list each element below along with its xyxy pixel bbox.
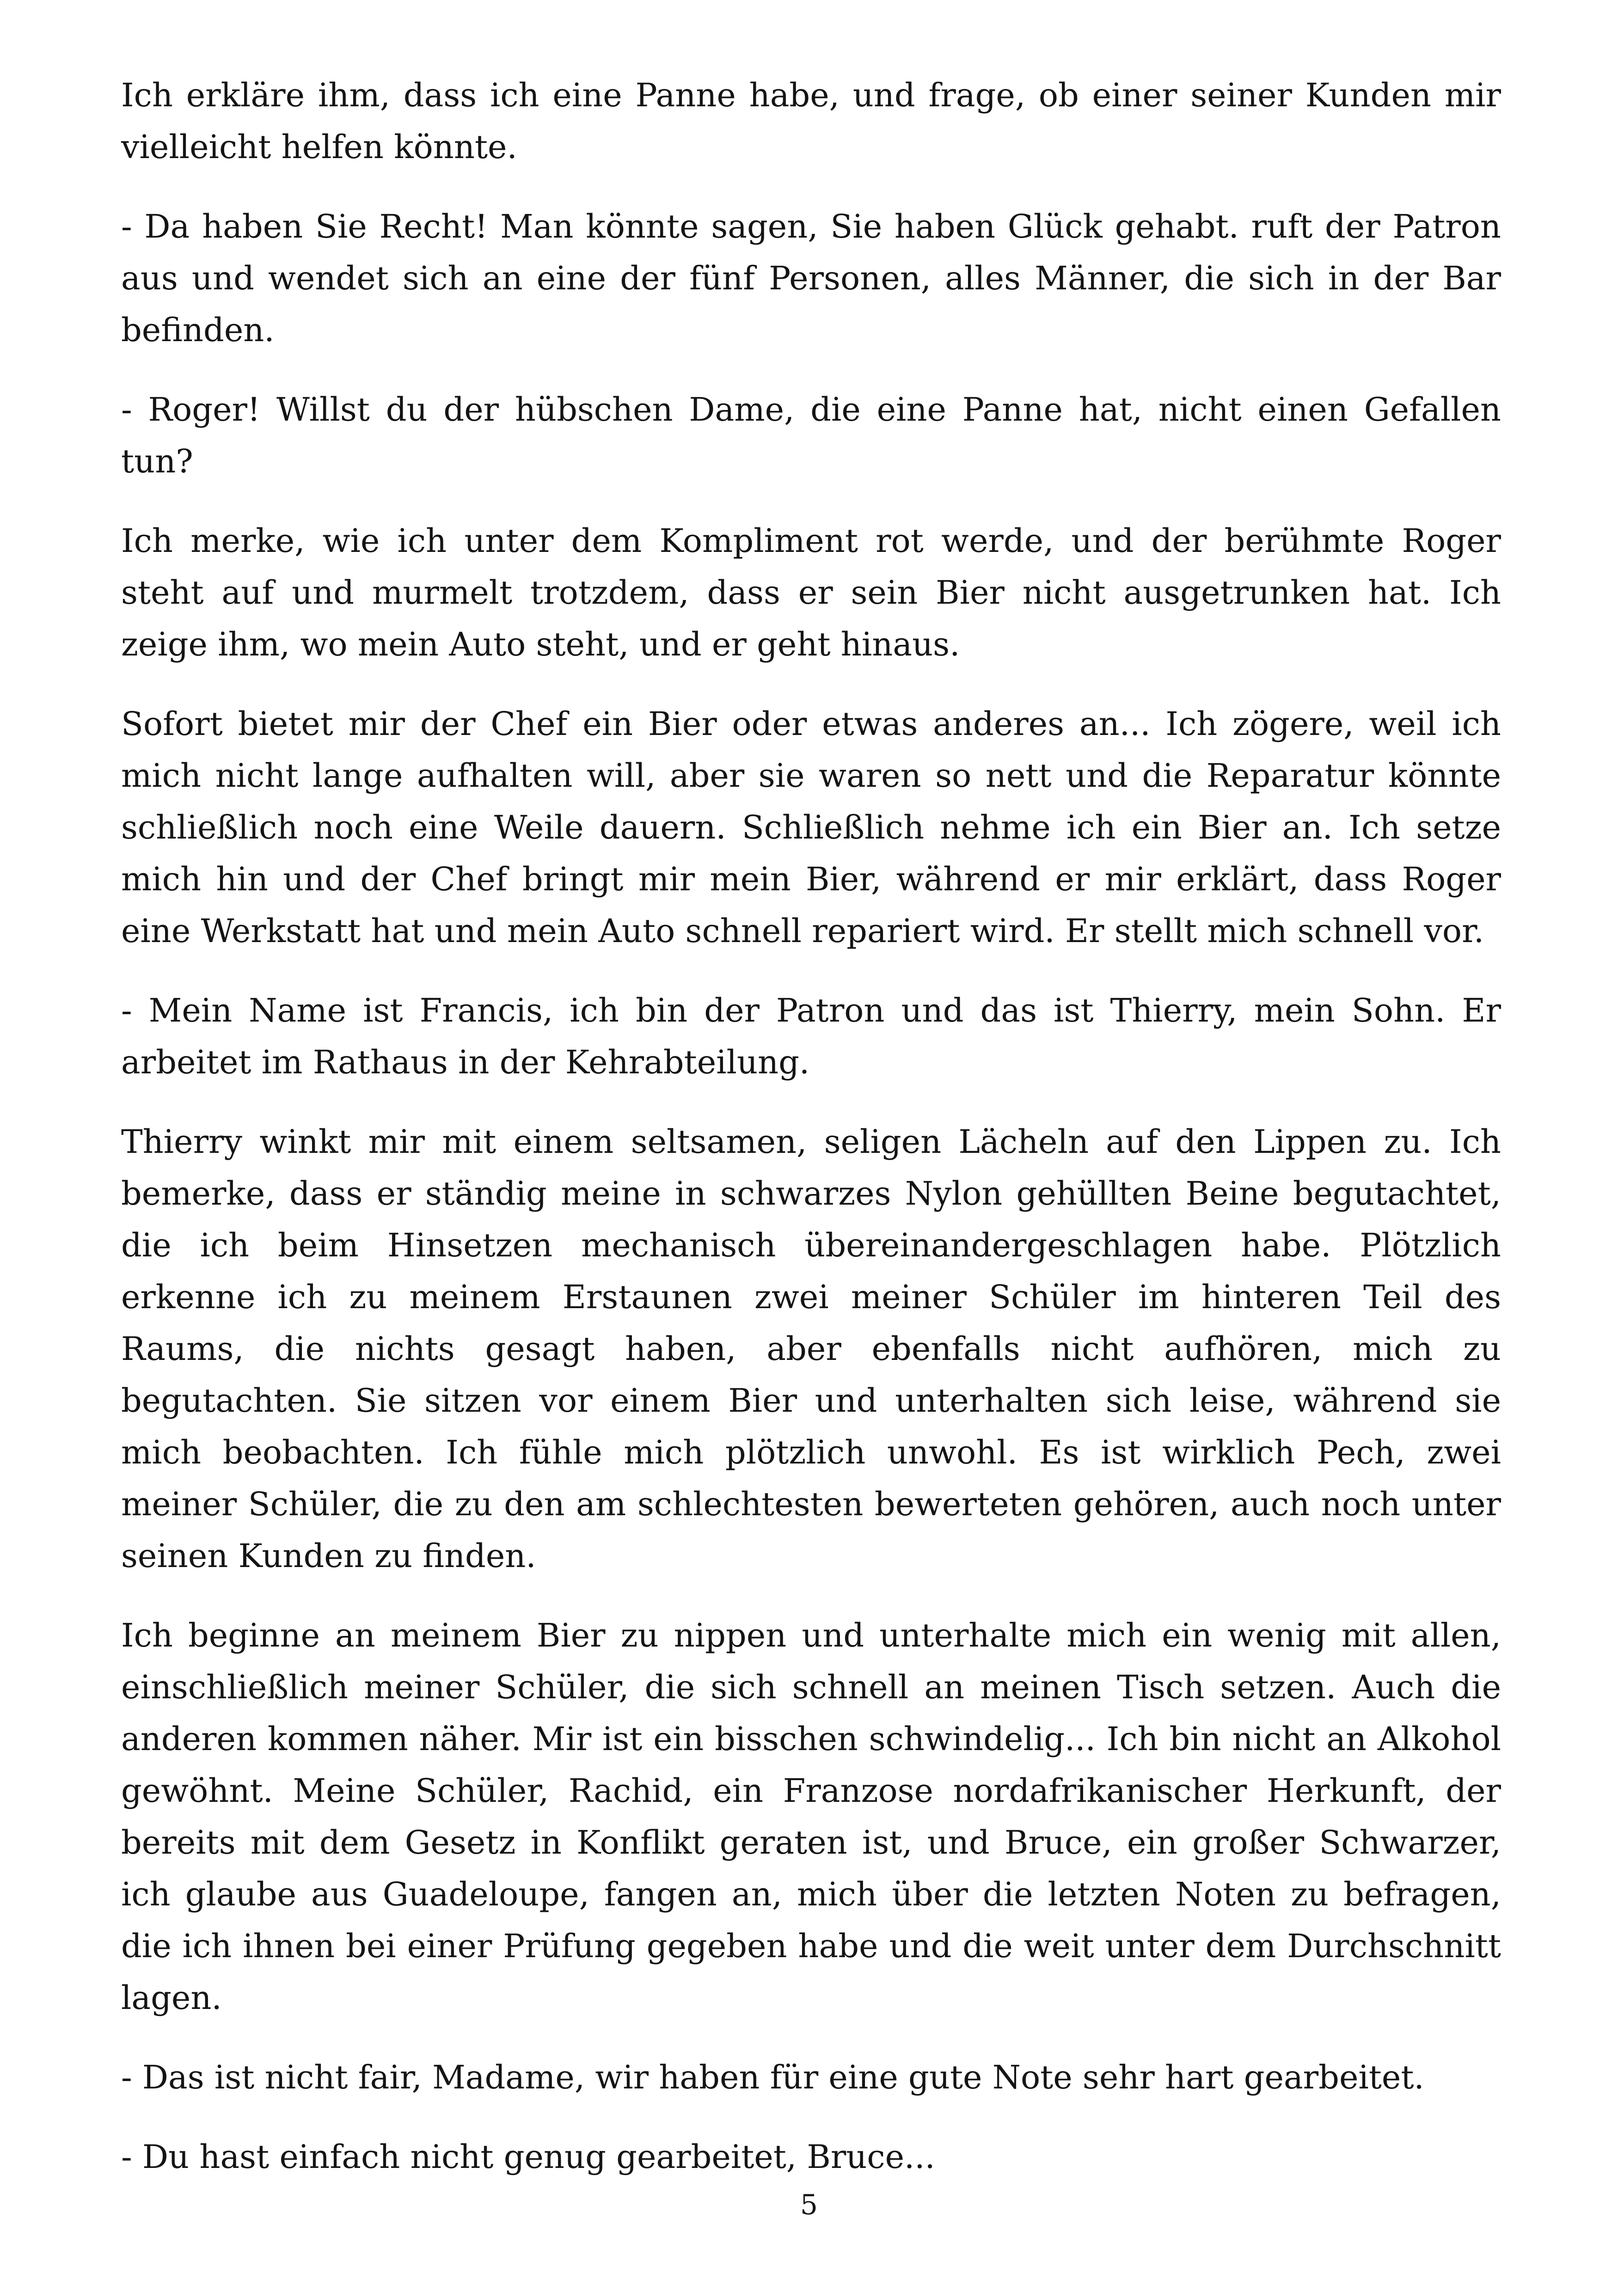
- paragraph: Ich merke, wie ich unter dem Kompliment rot werde, und der berühmte Roger steht auf und murmelt trotzdem, dass er sein Bier nicht ausgetrunken hat. Ich zeige ihm, wo mein Auto steht, und er geht hinaus.: [121, 522, 1501, 663]
- paragraph: - Mein Name ist Francis, ich bin der Patron und das ist Thierry, mein Sohn. Er arbeitet im Rathaus in der Kehrabteilung.: [121, 992, 1501, 1081]
- paragraph: - Roger! Willst du der hübschen Dame, die eine Panne hat, nicht einen Gefallen tun?: [121, 391, 1501, 480]
- paragraph: - Da haben Sie Recht! Man könnte sagen, Sie haben Glück gehabt. ruft der Patron aus und wendet sich an eine der fünf Personen, alles Männer, die sich in der Bar befinden.: [121, 208, 1501, 349]
- paragraph: - Du hast einfach nicht genug gearbeitet, Bruce...: [121, 2138, 935, 2176]
- paragraph: Sofort bietet mir der Chef ein Bier oder etwas anderes an... Ich zögere, weil ich mich nicht lange aufhalten will, aber sie waren so nett und die Reparatur könnte schließlich noch eine Weile dauern. Schließlich nehme ich ein Bier an. Ich setze mich hin und der Chef bringt mir mein Bier, während er mir erklärt, dass Roger eine Werkstatt hat und mein Auto schnell repariert wird. Er stellt mich schnell vor.: [121, 705, 1501, 950]
- body-text: [121, 69, 1501, 2210]
- paragraph: Thierry winkt mir mit einem seltsamen, seligen Lächeln auf den Lippen zu. Ich bemerke, dass er ständig meine in schwarzes Nylon gehüllten Beine begutachtet, die ich beim Hinsetzen mechanisch übereinandergeschlagen habe. Plötzlich erkenne ich zu meinem Erstaunen zwei meiner Schüler im hinteren Teil des Raums, die nichts gesagt haben, aber ebenfalls nicht aufhören, mich zu begutachten. Sie sitzen vor einem Bier und unterhalten sich leise, während sie mich beobachten. Ich fühle mich plötzlich unwohl. Es ist wirklich Pech, zwei meiner Schüler, die zu den am schlechtesten bewerteten gehören, auch noch unter seinen Kunden zu finden.: [121, 1123, 1501, 1575]
- paragraph: Ich beginne an meinem Bier zu nippen und unterhalte mich ein wenig mit allen, einschließlich meiner Schüler, die sich schnell an meinen Tisch setzen. Auch die anderen kommen näher. Mir ist ein bisschen schwindelig... Ich bin nicht an Alkohol gewöhnt. Meine Schüler, Rachid, ein Franzose nordafrikanischer Herkunft, der bereits mit dem Gesetz in Konflikt geraten ist, und Bruce, ein großer Schwarzer, ich glaube aus Guadeloupe, fangen an, mich über die letzten Noten zu befragen, die ich ihnen bei einer Prüfung gegeben habe und die weit unter dem Durchschnitt lagen.: [121, 1616, 1501, 2017]
- paragraph: - Das ist nicht fair, Madame, wir haben für eine gute Note sehr hart gearbeitet.: [121, 2058, 1424, 2096]
- paragraph: Ich erkläre ihm, dass ich eine Panne habe, und frage, ob einer seiner Kunden mir vielleicht helfen könnte.: [121, 76, 1501, 166]
- page-number: 5: [800, 2189, 818, 2221]
